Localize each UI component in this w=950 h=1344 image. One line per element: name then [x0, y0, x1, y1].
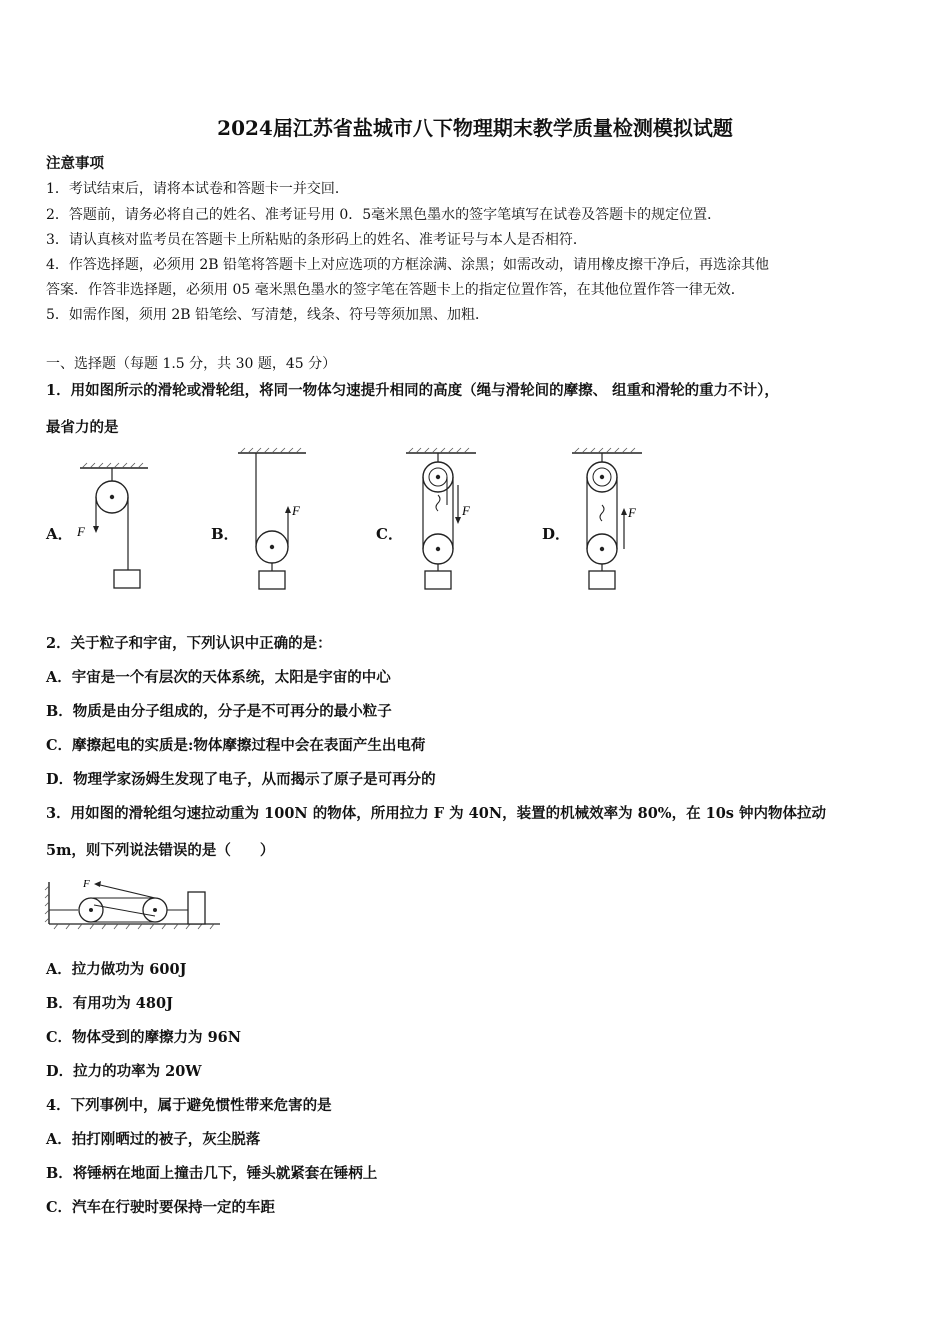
q3-option-d: D．拉力的功率为 20W: [46, 1063, 202, 1080]
q1-option-b-label: B．: [211, 525, 239, 543]
q1-diagram-c: [400, 445, 485, 595]
q3-option-b: B．有用功为 480J: [46, 995, 173, 1012]
q1-diagram-a: [70, 460, 160, 595]
force-label: F: [77, 524, 85, 539]
q1-stem-cont: 最省力的是: [46, 419, 119, 436]
q3-option-a: A．拉力做功为 600J: [46, 961, 187, 978]
force-label: F: [462, 503, 470, 518]
page-title: 2024届江苏省盐城市八下物理期末教学质量检测模拟试题: [217, 116, 733, 140]
q1-option-d-label: D．: [542, 525, 571, 543]
notice-heading: 注意事项: [46, 155, 104, 172]
q2-option-a: A．宇宙是一个有层次的天体系统，太阳是宇宙的中心: [46, 669, 391, 686]
q3-stem: 3．用如图的滑轮组匀速拉动重为 100N 的物体，所用拉力 F 为 40N，装置的机械效率为 80%，在 10s 钟内物体拉动: [46, 805, 827, 822]
notice-item: 4．作答选择题，必须用 2B 铅笔将答题卡上对应选项的方框涂满、涂黑；如需改动，请用橡皮擦干净后，再选涂其他: [46, 257, 769, 273]
q2-option-b: B．物质是由分子组成的，分子是不可再分的最小粒子: [46, 703, 392, 720]
q4-option-a: A．拍打刚晒过的被子，灰尘脱落: [46, 1131, 261, 1148]
q4-option-c: C．汽车在行驶时要保持一定的车距: [46, 1199, 276, 1216]
notice-item: 1．考试结束后，请将本试卷和答题卡一并交回．: [46, 181, 349, 197]
notice-item: 3．请认真核对监考员在答题卡上所粘贴的条形码上的姓名、准考证号与本人是否相符．: [46, 232, 587, 248]
force-label: F: [83, 878, 90, 890]
q1-diagram-d: [566, 445, 651, 595]
q4-option-b: B．将锤柄在地面上撞击几下，锤头就紧套在锤柄上: [46, 1165, 378, 1182]
force-label: F: [292, 503, 300, 518]
q1-diagram-b: [232, 445, 312, 595]
q1-option-a-label: A．: [46, 525, 73, 543]
notice-item: 2．答题前，请务必将自己的姓名、准考证号用 0．5毫米黑色墨水的签字笔填写在试卷及答题卡的规定位置．: [46, 207, 722, 223]
section-heading: 一、选择题（每题 1.5 分，共 30 题，45 分）: [46, 356, 337, 372]
q3-stem-cont: 5m，则下列说法错误的是（ ）: [46, 842, 275, 859]
notice-item: 答案．作答非选择题，必须用 05 毫米黑色墨水的签字笔在答题卡上的指定位置作答，在其他位置作答一律无效．: [46, 282, 745, 298]
q1-option-c-label: C．: [376, 525, 403, 543]
q2-stem: 2．关于粒子和宇宙，下列认识中正确的是：: [46, 635, 332, 652]
q3-diagram: [44, 872, 224, 934]
q2-option-d: D．物理学家汤姆生发现了电子，从而揭示了原子是可再分的: [46, 771, 436, 788]
q3-option-c: C．物体受到的摩擦力为 96N: [46, 1029, 242, 1046]
notice-item: 5．如需作图，须用 2B 铅笔绘、写清楚，线条、符号等须加黑、加粗．: [46, 307, 490, 323]
force-label: F: [628, 505, 636, 520]
q1-stem: 1．用如图所示的滑轮或滑轮组，将同一物体匀速提升相同的高度（绳与滑轮间的摩擦、 组重和滑轮的重力不计），: [46, 382, 779, 399]
q4-stem: 4．下列事例中，属于避免惯性带来危害的是: [46, 1097, 332, 1114]
q2-option-c: C．摩擦起电的实质是:物体摩擦过程中会在表面产生出电荷: [46, 737, 426, 754]
